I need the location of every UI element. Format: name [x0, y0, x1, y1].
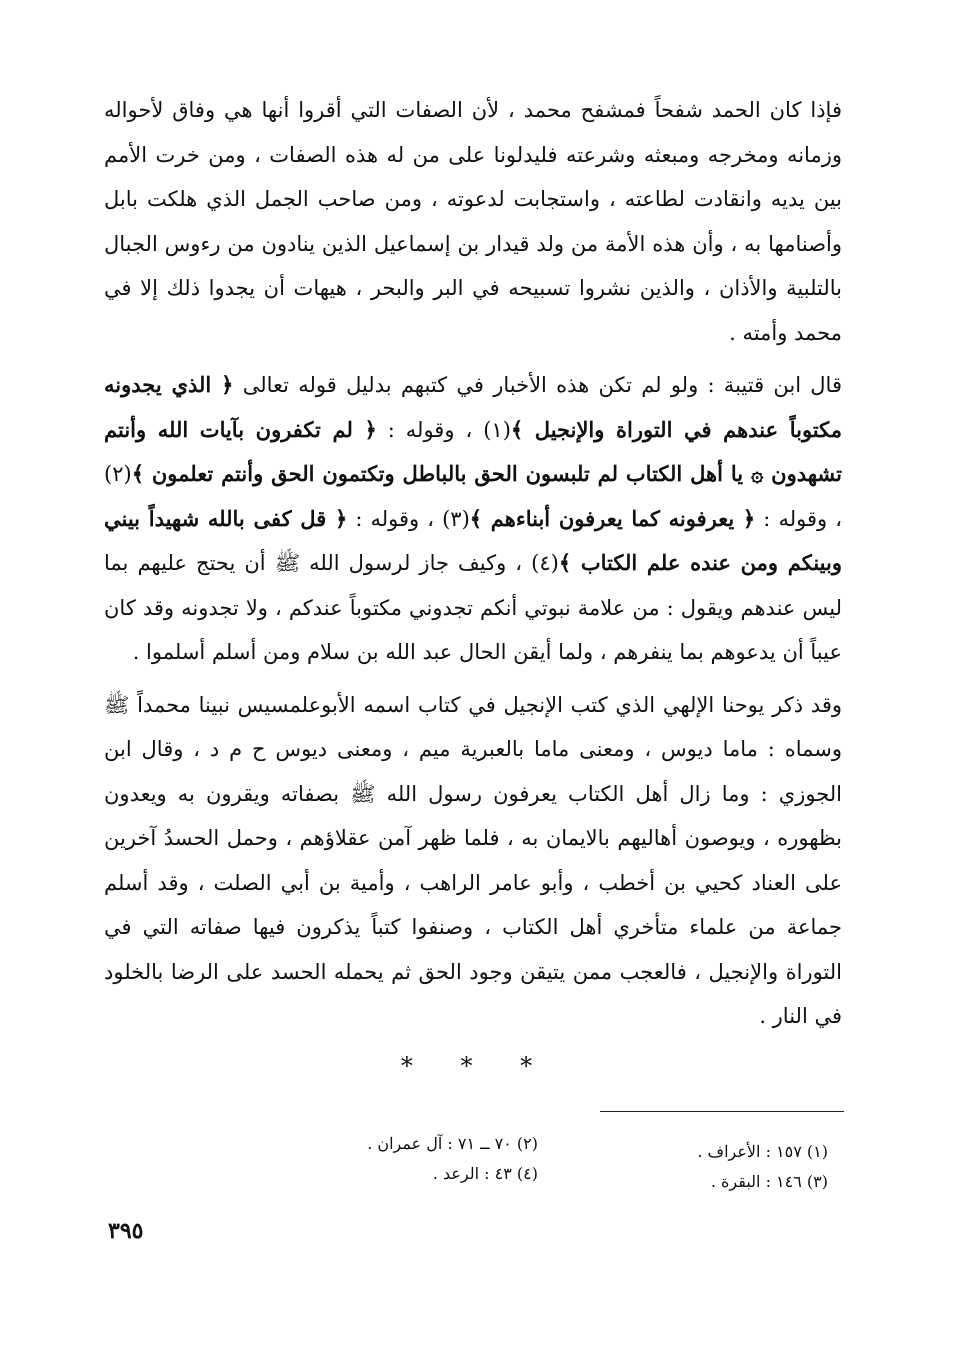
- footnote-1: (١) ١٥٧ : الأعراف .: [697, 1142, 828, 1161]
- quran-quote-2: ﴿ لم تكفرون بآيات الله وأنتم تشهدون ۞ يا أهل الكتاب لم تلبسون الحق بالباطل وتكتمون الحق وأنتم تعلمون ﴾: [104, 416, 842, 486]
- footnote-divider: [600, 1111, 844, 1112]
- page-number: ٣٩٥: [108, 1218, 144, 1244]
- quran-quote-3: ﴿ يعرفونه كما يعرفون أبناءهم ﴾: [469, 505, 756, 531]
- footnote-4: (٤) ٤٣ : الرعد .: [432, 1164, 538, 1183]
- quran-quote-4: ﴿ قل كفى بالله شهيداً بيني وبينكم ومن عنده علم الكتاب ﴾: [104, 505, 842, 575]
- quran-quote-1: ﴿ الذي يجدونه مكتوباً عندهم في التوراة والإنجيل ﴾: [104, 372, 842, 442]
- paragraph-2: قال ابن قتيبة : ولو لم تكن هذه الأخبار في كتبهم بدليل قوله تعالى ﴿ الذي يجدونه مكتوباً عندهم في التوراة والإنجيل ﴾(١) ، وقوله : ﴿ لم تكفرون بآيات الله وأنتم تشهدون ۞ يا أهل الكتاب لم تلبسون الحق بالباطل وتكتمون الحق وأنتم تعلمون ﴾(٢) ، وقوله : ﴿ يعرفونه كما يعرفون أبناءهم ﴾(٣) ، وقوله : ﴿ قل كفى بالله شهيداً بيني وبينكم ومن عنده علم الكتاب ﴾(٤) ، وكيف جاز لرسول الله ﷺ أن يحتج عليهم بما ليس عندهم ويقول : من علامة نبوتي أنكم تجدوني مكتوباً عندكم ، ولا تجدونه وقد كان عيباً أن يدعوهم بما ينفرهم ، ولما أيقن الحال عبد الله بن سلام ومن أسلم أسلموا .: [104, 372, 842, 664]
- footnote-3: (٣) ١٤٦ : البقرة .: [710, 1172, 828, 1191]
- main-text: [104, 88, 842, 1039]
- footnote-2: (٢) ٧٠ ــ ٧١ : آل عمران .: [367, 1134, 538, 1153]
- section-separator: * * *: [400, 1052, 553, 1080]
- paragraph-3: وقد ذكر يوحنا الإلهي الذي كتب الإنجيل في كتاب اسمه الأبوعلمسيس نبينا محمداً ﷺ وسماه : ماما ديوس ، ومعنى ماما بالعبرية ميم ، ومعنى ديوس ح م د ، وقال ابن الجوزي : وما زال أهل الكتاب يعرفون رسول الله ﷺ بصفاته ويقرون به ويعدون بظهوره ، ويوصون أهاليهم بالايمان به ، فلما ظهر آمن عقلاؤهم ، وحمل الحسدُ آخرين على العناد كحيي بن أخطب ، وأبو عامر الراهب ، وأمية بن أبي الصلت ، وقد أسلم جماعة من علماء متأخري أهل الكتاب ، وصنفوا كتباً يذكرون فيها صفاته التي في التوراة والإنجيل ، فالعجب ممن يتيقن وجود الحق ثم يحمله الحسد على الرضا بالخلود في النار .: [104, 692, 843, 1028]
- paragraph-1: فإذا كان الحمد شفحاً فمشفح محمد ، لأن الصفات التي أقروا أنها هي وفاق لأحواله وزمانه ومخرجه ومبعثه وشرعته فليدلونا على من له هذه الصفات ، ومن خرت الأمم بين يديه وانقادت لطاعته ، واستجابت لدعوته ، ومن صاحب الجمل الذي هلكت بابل وأصنامها به ، وأن هذه الأمة من ولد قيدار بن إسماعيل الذين ينادون من رءوس الجبال بالتلبية والأذان ، والذين نشروا تسبيحه في البر والبحر ، هيهات أن يجدوا ذلك إلا في محمد وأمته .: [104, 98, 842, 345]
